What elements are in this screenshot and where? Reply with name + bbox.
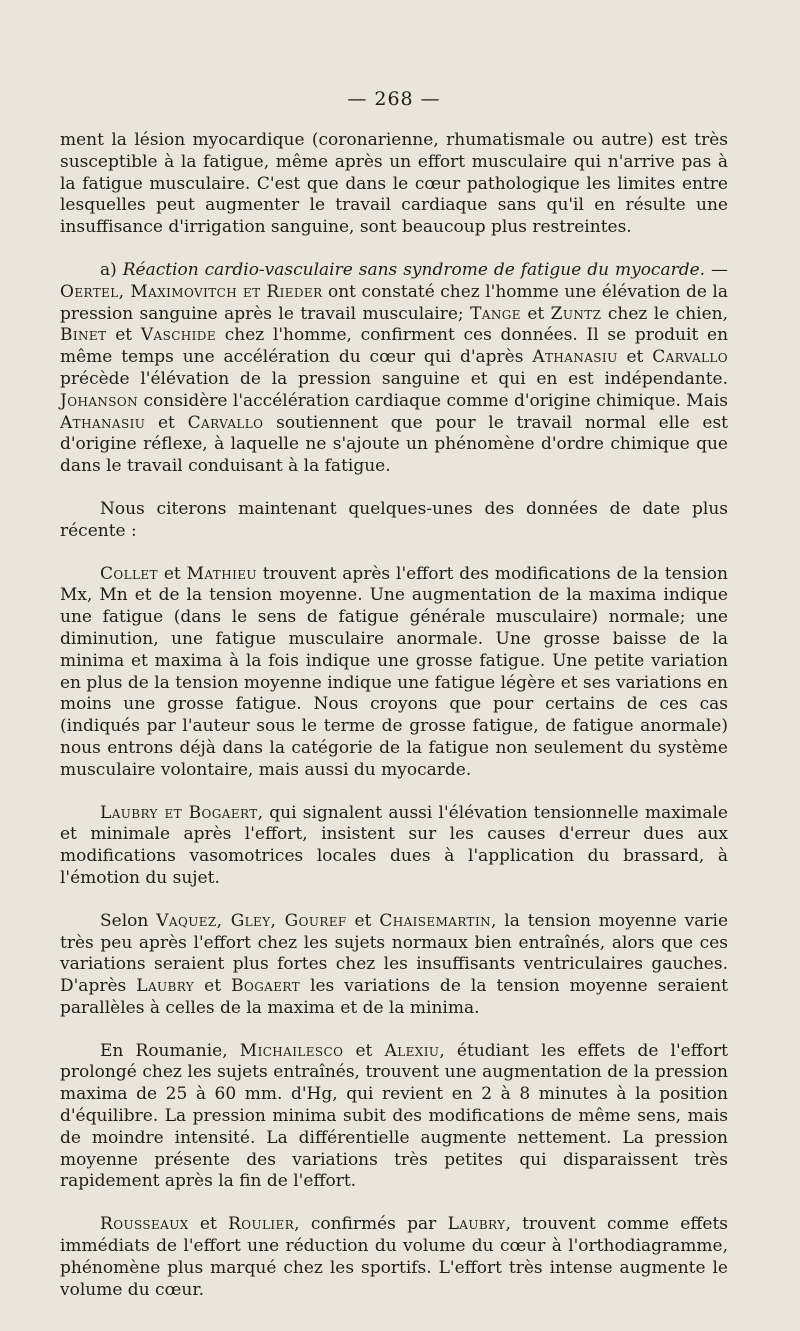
- paragraph-text: , confirmés par: [294, 1214, 448, 1235]
- paragraph-2: [60, 260, 728, 478]
- author-name: Laubry et Bogaert: [100, 802, 258, 823]
- author-name: Michailesco: [239, 1040, 344, 1061]
- paragraph-text: et: [157, 563, 187, 584]
- paragraph-text: chez le chien,: [601, 303, 728, 324]
- paragraph-text: ont constaté chez l'homme une élévation de la pression sanguine après le travail musculaire;: [60, 281, 728, 324]
- paragraph-5: [60, 803, 728, 890]
- paragraph-text: trouvent après l'effort des modifications de la tension Mx, Mn et de la tension moyenne. Une augmentation de la maxima indique une fatigue (dans le sens de fatigue générale musculaire) normale; une diminution, une fatigue musculaire anormale. Une grosse baisse de la minima et maxima à la fois indique une grosse fatigue. Une petite variation en plus de la tension moyenne indique une fatigue légère et ses variations en moins une grosse fatigue. Nous croyons que pour certains de ces cas (indiqués par l'auteur sous le terme de grosse fatigue, de fatigue anormale) nous entrons déjà dans la catégorie de la fatigue non seulement du système musculaire volontaire, mais aussi du myocarde.: [60, 563, 728, 780]
- author-name: Zuntz: [550, 303, 602, 324]
- author-name: Laubry: [136, 976, 195, 997]
- author-name: Chaisemartin: [379, 910, 491, 931]
- paragraph-text: les variations de la tension moyenne seraient parallèles à celles de la maxima et de la minima.: [60, 976, 728, 1018]
- paragraph-6: [60, 911, 728, 1020]
- paragraph-7: [60, 1041, 728, 1194]
- author-name: Johanson: [60, 390, 139, 411]
- author-name: Oertel, Maximovitch et Rieder: [60, 281, 323, 302]
- paragraph-text: considère l'accélération cardiaque comme d'origine chimique. Mais: [138, 390, 728, 411]
- paragraph-text: , trouvent comme effets immédiats de l'effort une réduction du volume du cœur à l'orthodiagramme, phénomène plus marqué chez les sportifs. L'effort très intense augmente le volume du cœur.: [60, 1214, 729, 1300]
- author-name: Bogaert: [231, 976, 301, 997]
- paragraph-text: soutiennent que pour le travail normal elle est d'origine réflexe, à laquelle ne s'ajoute un phénomène d'ordre chimique que dans le travail conduisant à la fatigue.: [60, 412, 728, 477]
- paragraph-text: et: [346, 910, 380, 931]
- author-name: Tange: [470, 303, 521, 324]
- paragraph-text: En Roumanie,: [100, 1040, 240, 1061]
- paragraph-text: précède l'élévation de la pression sanguine et qui en est indépendante.: [60, 368, 728, 389]
- paragraph-4: [60, 564, 728, 782]
- paragraph-text: Selon: [100, 910, 157, 931]
- paragraph-text: et: [617, 347, 653, 368]
- author-name: Carvallo: [652, 347, 729, 368]
- author-name: Alexiu: [384, 1040, 440, 1061]
- paragraph-lead: a): [100, 259, 123, 280]
- paragraph-3: [60, 499, 728, 543]
- author-name: Athanasiu: [532, 347, 618, 368]
- author-name: Mathieu: [186, 563, 257, 584]
- author-name: Carvallo: [187, 412, 264, 433]
- paragraph-text: , étudiant les effets de l'effort prolongé chez les sujets entraînés, trouvent une augmentation de la pression maxima de 25 à 60 mm. d'Hg, qui revient en 2 à 8 minutes à la position d'équilibre. La pression minima subit des modifications de même sens, mais de moindre intensité. La différentielle augmente nettement. La pression moyenne présente des variations très petites qui disparaissent très rapidement après la fin de l'effort.: [60, 1040, 729, 1192]
- author-name: Laubry: [447, 1214, 506, 1235]
- author-name: Rousseaux: [100, 1214, 189, 1235]
- author-name: Athanasiu: [60, 412, 146, 433]
- dash: —: [705, 259, 728, 280]
- author-name: Vaschide: [140, 325, 216, 346]
- paragraph-text: chez l'homme, confirment ces données. Il se produit en même temps une accélération du cœur qui d'après: [60, 325, 729, 368]
- paragraph-text: , la tension moyenne varie très peu après l'effort chez les sujets normaux bien entraînés, alors que ces variations seraient plus fortes chez les insuffisants ventriculaires gauches. D'après: [60, 910, 729, 997]
- paragraph-text: et: [343, 1040, 385, 1061]
- section-heading: Réaction cardio-vasculaire sans syndrome de fatigue du myocarde.: [122, 259, 706, 280]
- paragraph-1: [60, 130, 728, 239]
- paragraph-text: et: [188, 1214, 229, 1235]
- paragraph-text: , qui signalent aussi l'élévation tensionnelle maximale et minimale après l'effort, insistent sur les causes d'erreur dues aux modifications vasomotrices locales dues à l'application du brassard, à l'émotion du sujet.: [60, 802, 728, 888]
- paragraph-text: et: [106, 325, 141, 346]
- page-number: — 268 —: [347, 88, 441, 110]
- paragraph-text: Nous citerons maintenant quelques-unes des données de date plus récente :: [60, 498, 728, 541]
- paragraph-text: et: [194, 976, 232, 997]
- paragraph-8: [60, 1214, 728, 1301]
- author-name: Vaquez, Gley, Gouref: [156, 910, 347, 931]
- author-name: Collet: [100, 563, 158, 584]
- paragraph-text: ment la lésion myocardique (coronarienne, rhumatismale ou autre) est très susceptible à la fatigue, même après un effort musculaire qui n'arrive pas à la fatigue musculaire. C'est que dans le cœur pathologique les limites entre lesquelles peut augmenter le travail cardiaque sans qu'il en résulte une insuffisance d'irrigation sanguine, sont beaucoup plus restreintes.: [60, 130, 728, 238]
- paragraph-text: et: [520, 303, 551, 324]
- paragraph-text: et: [145, 412, 188, 433]
- author-name: Binet: [60, 325, 107, 346]
- author-name: Roulier: [228, 1214, 295, 1235]
